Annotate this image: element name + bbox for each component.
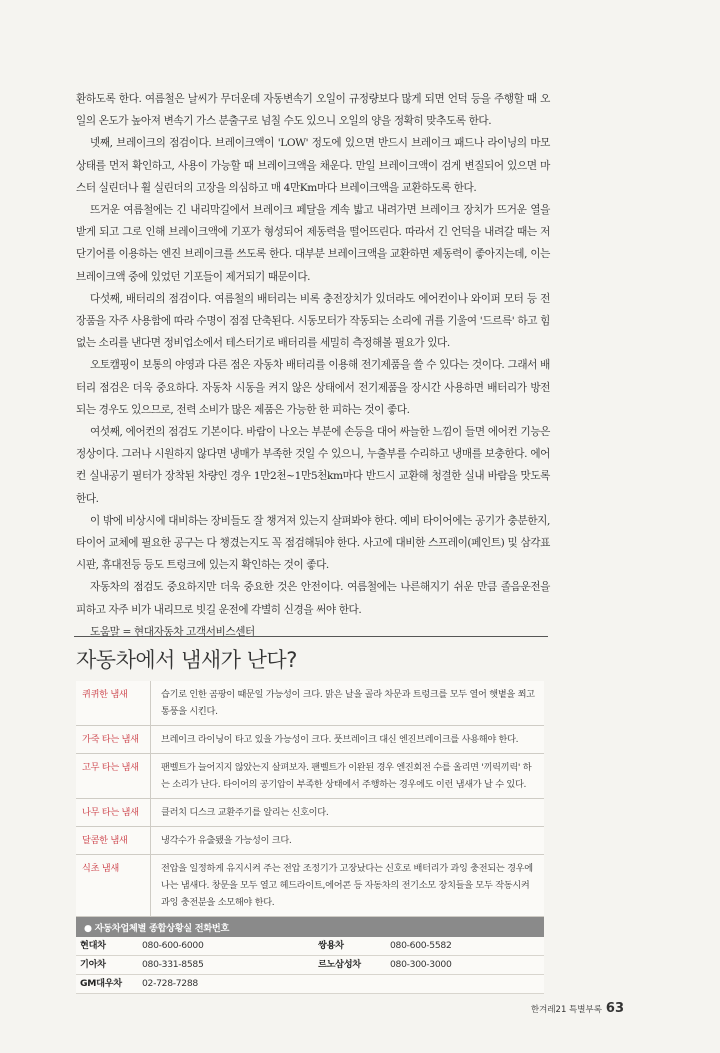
section-divider: [74, 636, 548, 637]
publication-label: 한겨레21 특별부록: [530, 1005, 602, 1015]
smell-label: 식초 냄새: [76, 855, 151, 916]
smell-description: 전압을 일정하게 유지시켜 주는 전압 조정기가 고장났다는 신호로 배터리가 과잉 충전되는 경우에 나는 냄새다. 창문을 모두 열고 헤드라이트,에어콘 등 자동차의 전기소모 장치들을 모두 작동시켜 과잉 충전분을 소모해야 한다.: [161, 863, 533, 908]
page-footer: [531, 1001, 624, 1016]
page-number: 63: [605, 1001, 624, 1016]
phone-row: [76, 937, 544, 956]
phone-list: [76, 937, 544, 994]
paragraph: 넷째, 브레이크의 점검이다. 브레이크액이 'LOW' 정도에 있으면 반드시 브레이크 패드나 라이닝의 마모 상태를 먼저 확인하고, 사용이 가능할 때 브레이크액을 채운다. 만일 브레이크액이 검게 변질되어 있으면 마스터 실린더나 휠 실린더의 고장을 의심하고 매 4만Km마다 브레이크액을 교환하도록 한다.: [76, 137, 550, 194]
company-name: 쌍용차: [318, 940, 344, 951]
paragraph: 뜨거운 여름철에는 긴 내리막길에서 브레이크 페달을 계속 밟고 내려가면 브레이크 장치가 뜨거운 열을 받게 되고 그로 인해 브레이크액에 기포가 형성되어 제동력을 떨어뜨린다. 따라서 긴 언덕을 내려갈 때는 저단기어를 이용하는 엔진 브레이크를 쓰도록 한다. 대부분 브레이크액을 교환하면 제동력이 좋아지는데, 이는 브레이크액 중에 있었던 기포들이 제거되기 때문이다.: [76, 204, 550, 283]
phone-number: 080-600-6000: [142, 940, 204, 951]
company-name: 현대차: [80, 940, 106, 951]
smell-description: 클러치 디스크 교환주기를 알리는 신호이다.: [161, 807, 329, 818]
phone-number: 02-728-7288: [142, 978, 198, 989]
smell-description: 습기로 인한 곰팡이 때문일 가능성이 크다. 맑은 날을 골라 차문과 트렁크를 모두 열어 햇볕을 쬐고 통풍을 시킨다.: [161, 689, 535, 717]
table-row: [76, 855, 544, 917]
phone-list-heading: ● 자동차업체별 종합상황실 전화번호: [76, 917, 544, 937]
phone-row: [76, 975, 544, 994]
smell-label: 고무 타는 냄새: [76, 754, 151, 798]
table-row: [76, 726, 544, 754]
paragraph: 오토캠핑이 보통의 야영과 다른 점은 자동차 배터리를 이용해 전기제품을 쓸 수 있다는 것이다. 그래서 배터리 점검은 더욱 중요하다. 자동차 시동을 켜지 않은 상태에서 전기제품을 장시간 사용하면 배터리가 방전되는 경우도 있으므로, 전력 소비가 많은 제품은 가능한 한 피하는 것이 좋다.: [76, 359, 550, 416]
paragraph: 이 밖에 비상시에 대비하는 장비들도 잘 챙겨져 있는지 살펴봐야 한다. 예비 타이어에는 공기가 충분한지, 타이어 교체에 필요한 공구는 다 챙겼는지도 꼭 점검해둬야 한다. 사고에 대비한 스프레이(페인트) 및 삼각표시판, 휴대전등 등도 트렁크에 있는지 확인하는 것이 좋다.: [76, 514, 550, 572]
smell-description: 팬벨트가 늘어지지 않았는지 살펴보자. 팬벨트가 이완된 경우 엔진회전 수를 올리면 '끼릭끼릭' 하는 소리가 난다. 타이어의 공기압이 부족한 상태에서 주행하는 경우에도 이런 냄새가 날 수 있다.: [161, 762, 532, 790]
paragraph: 자동차의 점검도 중요하지만 더욱 중요한 것은 안전이다. 여름철에는 나른해지기 쉬운 만큼 졸음운전을 피하고 자주 비가 내리므로 빗길 운전에 각별히 신경을 써야 한다.: [76, 581, 550, 616]
table-row: [76, 827, 544, 855]
smell-description: 브레이크 라이닝이 타고 있을 가능성이 크다. 풋브레이크 대신 엔진브레이크를 사용해야 한다.: [161, 734, 519, 745]
article-body: [76, 88, 550, 643]
phone-row: [76, 956, 544, 975]
credit-line: 도움말 = 현대자동차 고객서비스센터: [90, 625, 255, 638]
smell-label: 퀴퀴한 냄새: [76, 681, 151, 725]
paragraph: 다섯째, 배터리의 점검이다. 여름철의 배터리는 비록 충전장치가 있더라도 에어컨이나 와이퍼 모터 등 전장품을 자주 사용함에 따라 수명이 점점 단축된다. 시동모터가 작동되는 소리에 귀를 기울여 '드르륵' 하고 힘없는 소리를 낸다면 정비업소에서 테스터기로 배터리를 세밀히 측정해볼 필요가 있다.: [76, 292, 550, 350]
table-row: [76, 799, 544, 827]
paragraph: 여섯째, 에어컨의 점검도 기본이다. 바람이 나오는 부분에 손등을 대어 싸늘한 느낌이 들면 에어컨 기능은 정상이다. 그러나 시원하지 않다면 냉매가 부족한 것일 수 있으니, 누출부를 수리하고 냉매를 보충한다. 에어컨 실내공기 필터가 장착된 차량인 경우 1만2천~1만5천km마다 반드시 교환해 청결한 실내 바람을 맛도록 한다.: [76, 426, 550, 505]
table-row: [76, 754, 544, 799]
smell-label: 달콤한 냄새: [76, 827, 151, 854]
smell-guide-box: [76, 681, 544, 994]
smell-label: 나무 타는 냄새: [76, 799, 151, 826]
smell-label: 가죽 타는 냄새: [76, 726, 151, 753]
smell-description: 냉각수가 유출됐을 가능성이 크다.: [161, 835, 292, 846]
company-name: 르노삼성차: [318, 959, 361, 970]
company-name: 기아차: [80, 959, 106, 970]
sidebar-title: 자동차에서 냄새가 난다?: [76, 648, 297, 672]
company-name: [318, 975, 390, 993]
phone-number: 080-300-3000: [390, 959, 452, 970]
phone-number: 080-331-8585: [142, 959, 204, 970]
table-row: [76, 681, 544, 726]
paragraph: 환하도록 한다. 여름철은 날씨가 무더운데 자동변속기 오일이 규정량보다 많게 되면 언덕 등을 주행할 때 오일의 온도가 높아져 변속기 가스 분출구로 넘칠 수도 있으니 오일의 양을 정확히 맞추도록 한다.: [76, 93, 550, 128]
phone-number: 080-600-5582: [390, 940, 452, 951]
company-name: GM대우차: [80, 978, 122, 989]
